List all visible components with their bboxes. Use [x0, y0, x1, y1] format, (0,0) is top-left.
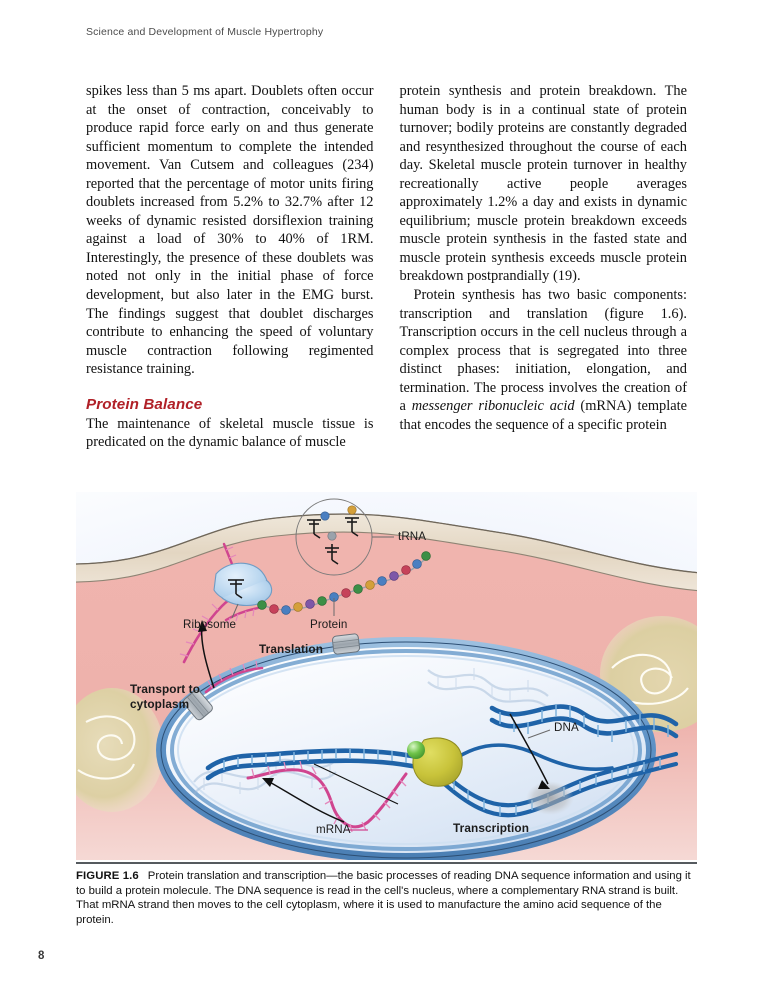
page-number: 8 — [38, 950, 45, 962]
left-paragraph-2: The maintenance of skeletal muscle tissue is predicated on the dynamic balance of muscle — [86, 415, 374, 451]
trna-amino-acid-2-icon — [348, 506, 356, 514]
right-paragraph-2-italic-term: messenger ribonucleic acid — [411, 398, 575, 415]
right-paragraph-2-part-2: (mRNA) template that encodes the sequence of a specific protein — [399, 398, 687, 433]
figure-label-transcription: Transcription — [453, 821, 530, 835]
figure-artwork — [76, 492, 697, 860]
cell-diagram-svg — [76, 492, 697, 860]
figure-label-trna: tRNA — [398, 530, 427, 543]
running-head: Science and Development of Muscle Hypertrophy — [86, 26, 324, 38]
right-paragraph-2 — [400, 286, 688, 434]
figure-label-translation: Translation — [259, 642, 324, 656]
figure-number: FIGURE 1.6 — [76, 870, 139, 882]
right-paragraph-1: protein synthesis and protein breakdown. The human body is in a continual state of protein turnover; bodily proteins are constantly degraded and resynthesized throughout the course of each day. Skeletal muscle protein turnover in healthy recreationally active people averages approximately 1.2% a day and exists in dynamic equilibrium; muscle protein breakdown exceeds muscle protein synthesis in the fasted state and muscle protein synthesis exceeds muscle protein breakdown postprandially (19). — [399, 83, 687, 285]
figure-label-transport-line1: Transport to — [130, 682, 201, 696]
trna-amino-acid-3-icon — [328, 532, 336, 540]
caption-rule — [76, 862, 697, 864]
polymerase-active-site-icon — [407, 741, 425, 759]
left-paragraph-1: spikes less than 5 ms apart. Doublets often occur at the onset of contraction, conceivably to produce rapid force early on and thus generate sufficient momentum to complete the intended movement. Van Cutsem and colleagues (234) reported that the percentage of motor units firing doublets increased from 5.2% to 32.7% after 12 weeks of dynamic resisted dorsiflexion training against a load of 30% to 40% of 1RM. Interestingly, the presence of these doublets was noted not only in the initial phase of force development, but also later in the EMG burst. The findings suggest that doublet discharges contribute to enhancing the speed of voluntary muscle contraction following regimented resistance training. — [86, 83, 374, 378]
figure-label-mrna: mRNA — [316, 823, 351, 836]
body-columns — [86, 82, 687, 452]
figure-1-6 — [76, 492, 697, 927]
figure-label-transport-line2: cytoplasm — [130, 697, 190, 711]
figure-label-protein: Protein — [310, 618, 348, 631]
figure-caption-text: Protein translation and transcription—the basic processes of reading DNA sequence information and using it to build a protein molecule. The DNA sequence is read in the cell's nucleus, where a complementary RNA strand is built. That mRNA strand then moves to the cell cytoplasm, where it is used to manufacture the amino acid sequence of the protein. — [76, 870, 691, 926]
section-heading-protein-balance: Protein Balance — [86, 395, 203, 413]
right-paragraph-2-part-1: Protein synthesis has two basic components: transcription and translation (figure 1.6). Transcription occurs in the cell nucleus through a complex process that is segregated into three distinct phases: initiation, elongation, and termination. The process involves the creation of a — [399, 287, 687, 415]
left-column — [86, 82, 374, 452]
transcription-shadow — [526, 781, 574, 815]
right-column — [400, 82, 688, 452]
figure-label-ribosome: Ribosome — [183, 618, 236, 631]
figure-caption — [76, 869, 697, 927]
figure-label-dna: DNA — [554, 721, 579, 734]
nuclear-pore-top-icon — [332, 633, 360, 654]
trna-amino-acid-1-icon — [321, 512, 329, 520]
